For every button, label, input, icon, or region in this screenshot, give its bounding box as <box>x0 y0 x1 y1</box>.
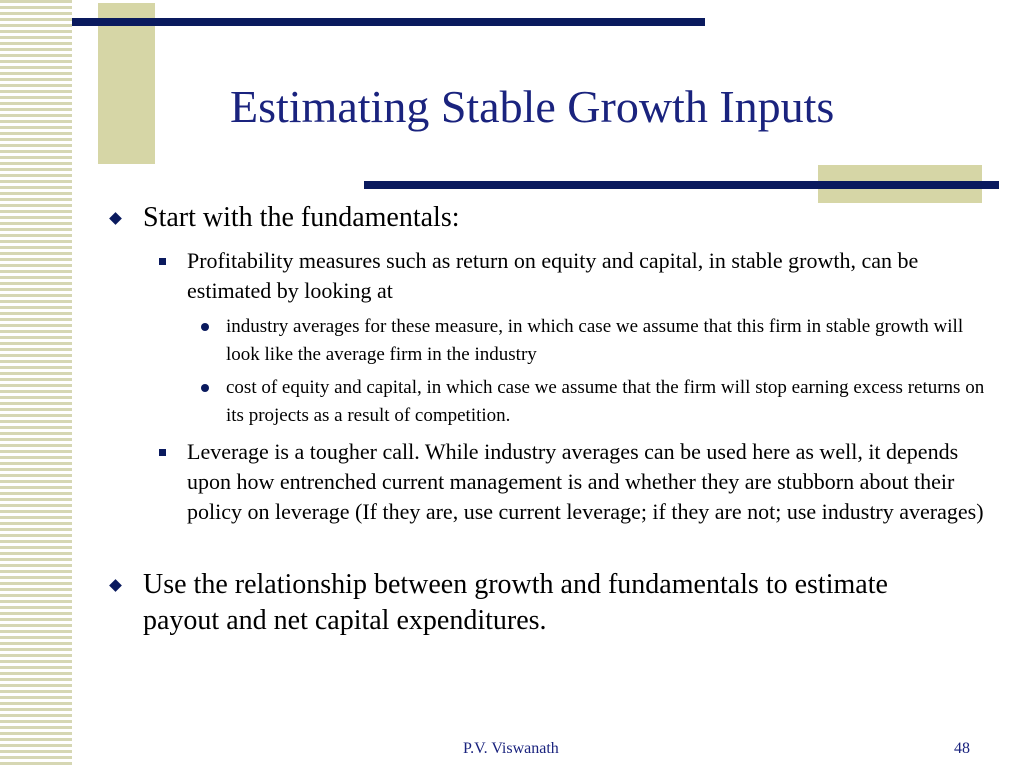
bullet-l1-fundamentals: Start with the fundamentals: <box>143 202 460 233</box>
footer-author: P.V. Viswanath <box>463 740 559 757</box>
square-bullet-icon <box>159 258 166 265</box>
diamond-bullet-icon <box>109 579 122 592</box>
bullet-l1-relationship: Use the relationship between growth and fundamentals to estimate payout and net capital expenditures. <box>143 569 888 636</box>
footer-page-number: 48 <box>954 740 970 757</box>
dot-bullet-icon <box>201 384 209 392</box>
diamond-bullet-icon <box>109 212 122 225</box>
bullet-l2-leverage: Leverage is a tougher call. While industry averages can be used here as well, it depends upon how entrenched current management is and whether they are stubborn about their policy on leverage (If they are, use current leverage; if they are not; use industry averages) <box>187 439 984 524</box>
slide-title: Estimating Stable Growth Inputs <box>230 81 835 132</box>
bullet-l3-industry-averages: industry averages for these measure, in which case we assume that this firm in stable growth will look like the average firm in the industry <box>226 316 964 365</box>
bullet-l2-profitability: Profitability measures such as return on equity and capital, in stable growth, can be estimated by looking at <box>187 248 919 303</box>
square-bullet-icon <box>159 449 166 456</box>
dot-bullet-icon <box>201 323 209 331</box>
bullet-l3-cost-of-equity: cost of equity and capital, in which case we assume that the firm will stop earning excess returns on its projects as a result of competition. <box>226 377 985 426</box>
